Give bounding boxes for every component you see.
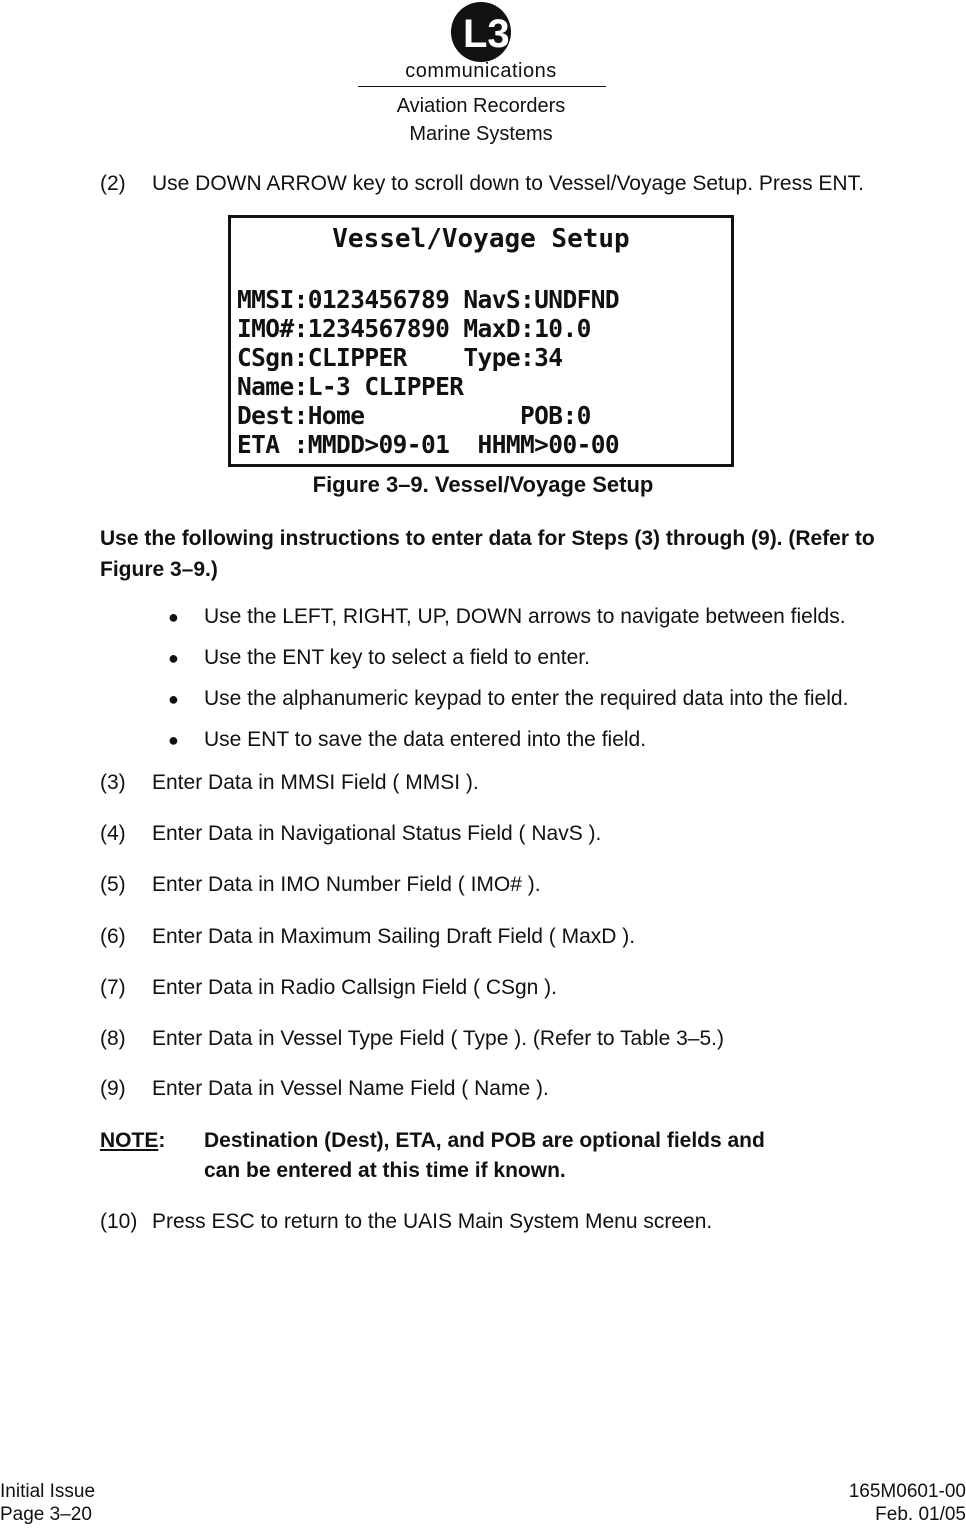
step-number: (2) [100,172,126,195]
screen-line-dest: Dest:Home POB:0 [237,401,591,430]
step-text: Press ESC to return to the UAIS Main System Menu screen. [152,1210,713,1233]
bullet-text: Use the LEFT, RIGHT, UP, DOWN arrows to navigate between fields. [204,605,846,628]
footer-doc-number: 165M0601-00 [848,1481,966,1502]
logo-wordmark: communications [405,60,557,82]
step-text: Enter Data in Vessel Type Field ( Type ). (Refer to Table 3–5.) [152,1027,724,1050]
bullet-icon: ● [168,648,179,668]
note-label: NOTE [100,1129,159,1152]
step-number: (8) [100,1027,126,1050]
bullet-item [0,644,966,672]
bullet-text: Use the ENT key to select a field to enter. [204,646,590,669]
instructions-line-2: Figure 3–9.) [100,558,218,581]
footer-page-number: Page 3–20 [0,1504,92,1525]
bullet-text: Use the alphanumeric keypad to enter the required data into the field. [204,687,849,710]
bullet-icon: ● [168,730,179,750]
step-text: Enter Data in Radio Callsign Field ( CSgn ). [152,976,558,999]
bullet-text: Use ENT to save the data entered into the field. [204,728,647,751]
instructions-line-1: Use the following instructions to enter data for Steps (3) through (9). (Refer to [100,527,875,550]
step-number: (9) [100,1077,126,1100]
step-item [0,871,966,899]
l3-logo-icon [448,2,514,62]
bullet-icon: ● [168,607,179,627]
step-number: (7) [100,976,126,999]
screen-title: Vessel/Voyage Setup [332,224,630,254]
intro-step [0,170,966,198]
company-logo [356,0,606,150]
note-colon: : [158,1129,166,1152]
step-item [0,1025,966,1053]
screen-line-csgn: CSgn:CLIPPER Type:34 [237,343,563,372]
bullet-item [0,603,966,631]
bullet-item [0,726,966,754]
bullet-item [0,685,966,713]
step-text: Enter Data in IMO Number Field ( IMO# ). [152,873,541,896]
step-item [0,820,966,848]
screen-line-mmsi: MMSI:0123456789 NavS:UNDFND [237,285,620,314]
screen-line-name: Name:L-3 CLIPPER [237,372,464,401]
step-item [0,769,966,797]
footer-issue: Initial Issue [0,1481,96,1502]
bullet-icon: ● [168,689,179,709]
step-text: Enter Data in Vessel Name Field ( Name ). [152,1077,549,1100]
header-line-aviation: Aviation Recorders [396,95,566,117]
figure-caption: Figure 3–9. Vessel/Voyage Setup [312,472,654,497]
screen-line-imo: IMO#:1234567890 MaxD:10.0 [237,314,591,343]
step-number: (4) [100,822,126,845]
step-item [0,923,966,951]
step-number: (3) [100,771,126,794]
step-text: Enter Data in Navigational Status Field ( NavS ). [152,822,602,845]
note-text-line-2: can be entered at this time if known. [204,1159,566,1182]
note-text-line-1: Destination (Dest), ETA, and POB are optional fields and [204,1129,765,1152]
step-text: Enter Data in MMSI Field ( MMSI ). [152,771,479,794]
footer-date: Feb. 01/05 [875,1504,966,1525]
step-item [0,1208,966,1236]
step-item [0,1075,966,1103]
step-item [0,974,966,1002]
note [100,1127,165,1155]
header-line-marine: Marine Systems [409,123,553,145]
header-rule [358,86,606,87]
step-number: (10) [100,1210,138,1233]
step-number: (6) [100,925,126,948]
step-text: Use DOWN ARROW key to scroll down to Vessel/Voyage Setup. Press ENT. [152,172,864,195]
step-number: (5) [100,873,126,896]
screen-line-eta: ETA :MMDD>09-01 HHMM>00-00 [237,430,620,459]
step-text: Enter Data in Maximum Sailing Draft Field ( MaxD ). [152,925,636,948]
vessel-voyage-screen [228,215,734,467]
logo-mark: L3 [463,12,510,56]
